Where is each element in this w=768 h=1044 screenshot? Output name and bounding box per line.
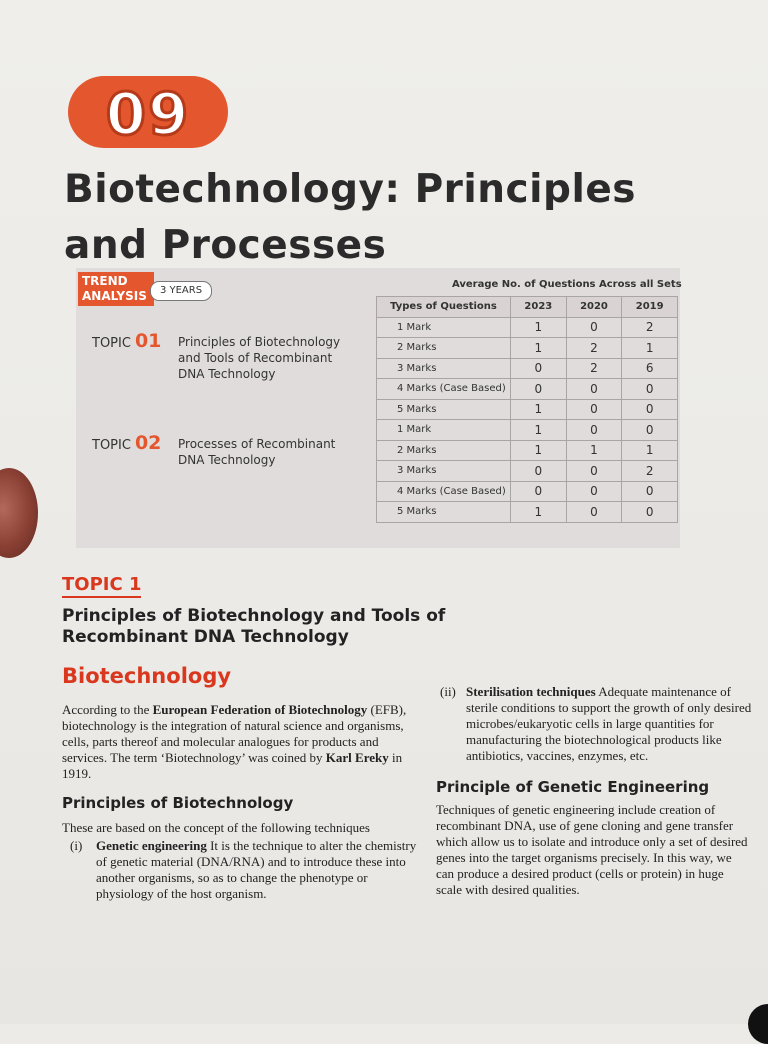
corner-shadow bbox=[748, 1004, 768, 1044]
trend-label-line1: TREND bbox=[82, 274, 128, 288]
count-cell: 1 bbox=[511, 338, 567, 359]
principles-heading: Principles of Biotechnology bbox=[62, 794, 294, 812]
table-row bbox=[377, 440, 678, 461]
count-cell: 0 bbox=[511, 481, 567, 502]
question-type-cell: 2 Marks bbox=[377, 440, 511, 461]
genetic-engineering-heading: Principle of Genetic Engineering bbox=[436, 778, 710, 796]
topic-name: Processes of Recombinant DNA Technology bbox=[178, 437, 336, 467]
count-cell: 1 bbox=[511, 420, 567, 441]
biotechnology-heading: Biotechnology bbox=[62, 664, 232, 688]
text-run: Adequate maintenance of sterile conditions to support the growth of only desired microbes/eukaryotic cells in large quantities for manufacturing the biotechnological products like antibiotics, vaccines, enzymes, etc. bbox=[466, 684, 752, 763]
table-row bbox=[377, 399, 678, 420]
chapter-title: Biotechnology: Principles and Processes bbox=[64, 167, 636, 268]
table-row bbox=[377, 420, 678, 441]
count-cell: 0 bbox=[511, 461, 567, 482]
trend-label-line2: ANALYSIS bbox=[82, 289, 147, 303]
question-type-cell: 4 Marks (Case Based) bbox=[377, 379, 511, 400]
topic-1-heading: TOPIC 1 bbox=[62, 574, 141, 598]
count-cell: 1 bbox=[622, 440, 678, 461]
topic-word: TOPIC bbox=[92, 438, 131, 453]
question-type-cell: 5 Marks bbox=[377, 399, 511, 420]
text-run: (EFB), biotechnology is the integration of natural science and organisms, cells, parts thereof and molecular analogues for products and services. The term ‘Biotechnology’ was coined by bbox=[62, 702, 407, 765]
count-cell: 0 bbox=[566, 420, 622, 441]
topic-number: 01 bbox=[134, 330, 162, 352]
efb-name: European Federation of Biotechnology bbox=[152, 702, 368, 717]
count-cell: 1 bbox=[622, 338, 678, 359]
header-types: Types of Questions bbox=[377, 297, 511, 318]
text-run: It is the technique to alter the chemistry of genetic material (DNA/RNA) and to introduce these into another organisms, so as to change the phenotype or physiology of the host organism. bbox=[96, 838, 417, 901]
count-cell: 1 bbox=[511, 399, 567, 420]
list-item-genetic-engineering bbox=[70, 838, 422, 902]
trend-topic-2 bbox=[92, 432, 336, 467]
count-cell: 0 bbox=[566, 317, 622, 338]
count-cell: 0 bbox=[566, 481, 622, 502]
question-type-cell: 3 Marks bbox=[377, 461, 511, 482]
trend-caption: Average No. of Questions Across all Sets bbox=[452, 279, 682, 290]
years-pill: 3 YEARS bbox=[150, 281, 212, 301]
header-2023: 2023 bbox=[511, 297, 567, 318]
principles-intro: These are based on the concept of the following techniques bbox=[62, 820, 370, 835]
count-cell: 6 bbox=[622, 358, 678, 379]
question-type-cell: 1 Mark bbox=[377, 420, 511, 441]
count-cell: 0 bbox=[511, 379, 567, 400]
table-row bbox=[377, 317, 678, 338]
count-cell: 0 bbox=[622, 379, 678, 400]
topic-1-title: Principles of Biotechnology and Tools of Recombinant DNA Technology bbox=[62, 606, 446, 647]
count-cell: 2 bbox=[622, 461, 678, 482]
count-cell: 0 bbox=[511, 358, 567, 379]
table-row bbox=[377, 502, 678, 523]
count-cell: 1 bbox=[566, 440, 622, 461]
chapter-number: 09 bbox=[105, 80, 191, 148]
count-cell: 0 bbox=[622, 481, 678, 502]
table-row bbox=[377, 461, 678, 482]
text-run: According to the bbox=[62, 702, 153, 717]
term: Sterilisation techniques bbox=[466, 684, 596, 699]
chapter-number-badge bbox=[68, 76, 228, 148]
table-row bbox=[377, 358, 678, 379]
count-cell: 1 bbox=[511, 317, 567, 338]
list-marker: (i) bbox=[70, 838, 83, 853]
count-cell: 0 bbox=[566, 461, 622, 482]
trend-table bbox=[376, 296, 678, 523]
question-type-cell: 2 Marks bbox=[377, 338, 511, 359]
topic-number: 02 bbox=[134, 432, 162, 454]
question-type-cell: 5 Marks bbox=[377, 502, 511, 523]
header-2020: 2020 bbox=[566, 297, 622, 318]
count-cell: 0 bbox=[622, 502, 678, 523]
count-cell: 0 bbox=[566, 379, 622, 400]
question-type-cell: 3 Marks bbox=[377, 358, 511, 379]
count-cell: 2 bbox=[566, 338, 622, 359]
question-type-cell: 1 Mark bbox=[377, 317, 511, 338]
finger-photo-artifact bbox=[0, 468, 38, 558]
list-marker: (ii) bbox=[440, 684, 456, 699]
count-cell: 0 bbox=[622, 399, 678, 420]
table-row bbox=[377, 338, 678, 359]
list-item-sterilisation bbox=[440, 684, 758, 768]
karl-ereky: Karl Ereky bbox=[325, 750, 389, 765]
count-cell: 0 bbox=[622, 420, 678, 441]
biotechnology-definition bbox=[62, 702, 412, 782]
trend-analysis-label bbox=[78, 272, 154, 306]
topic-word: TOPIC bbox=[92, 336, 131, 351]
count-cell: 1 bbox=[511, 440, 567, 461]
list-body bbox=[96, 838, 422, 902]
trend-topic-1 bbox=[92, 330, 341, 381]
count-cell: 0 bbox=[566, 399, 622, 420]
text-run: in 1919. bbox=[62, 750, 403, 781]
genetic-engineering-text: Techniques of genetic engineering include creation of recombinant DNA, use of gene cloning and gene transfer which allow us to isolate and introduce only a set of desired genes into the target organisms precisely. In this way, we can produce a desired product (cells or protein) in huge scale with desired qualities. bbox=[436, 802, 748, 897]
count-cell: 2 bbox=[566, 358, 622, 379]
term: Genetic engineering bbox=[96, 838, 207, 853]
list-body bbox=[466, 684, 758, 764]
table-row bbox=[377, 379, 678, 400]
count-cell: 2 bbox=[622, 317, 678, 338]
table-row bbox=[377, 481, 678, 502]
topic-name: Principles of Biotechnology and Tools of Recombinant DNA Technology bbox=[178, 335, 341, 381]
count-cell: 0 bbox=[566, 502, 622, 523]
table-header-row bbox=[377, 297, 678, 318]
question-type-cell: 4 Marks (Case Based) bbox=[377, 481, 511, 502]
count-cell: 1 bbox=[511, 502, 567, 523]
header-2019: 2019 bbox=[622, 297, 678, 318]
